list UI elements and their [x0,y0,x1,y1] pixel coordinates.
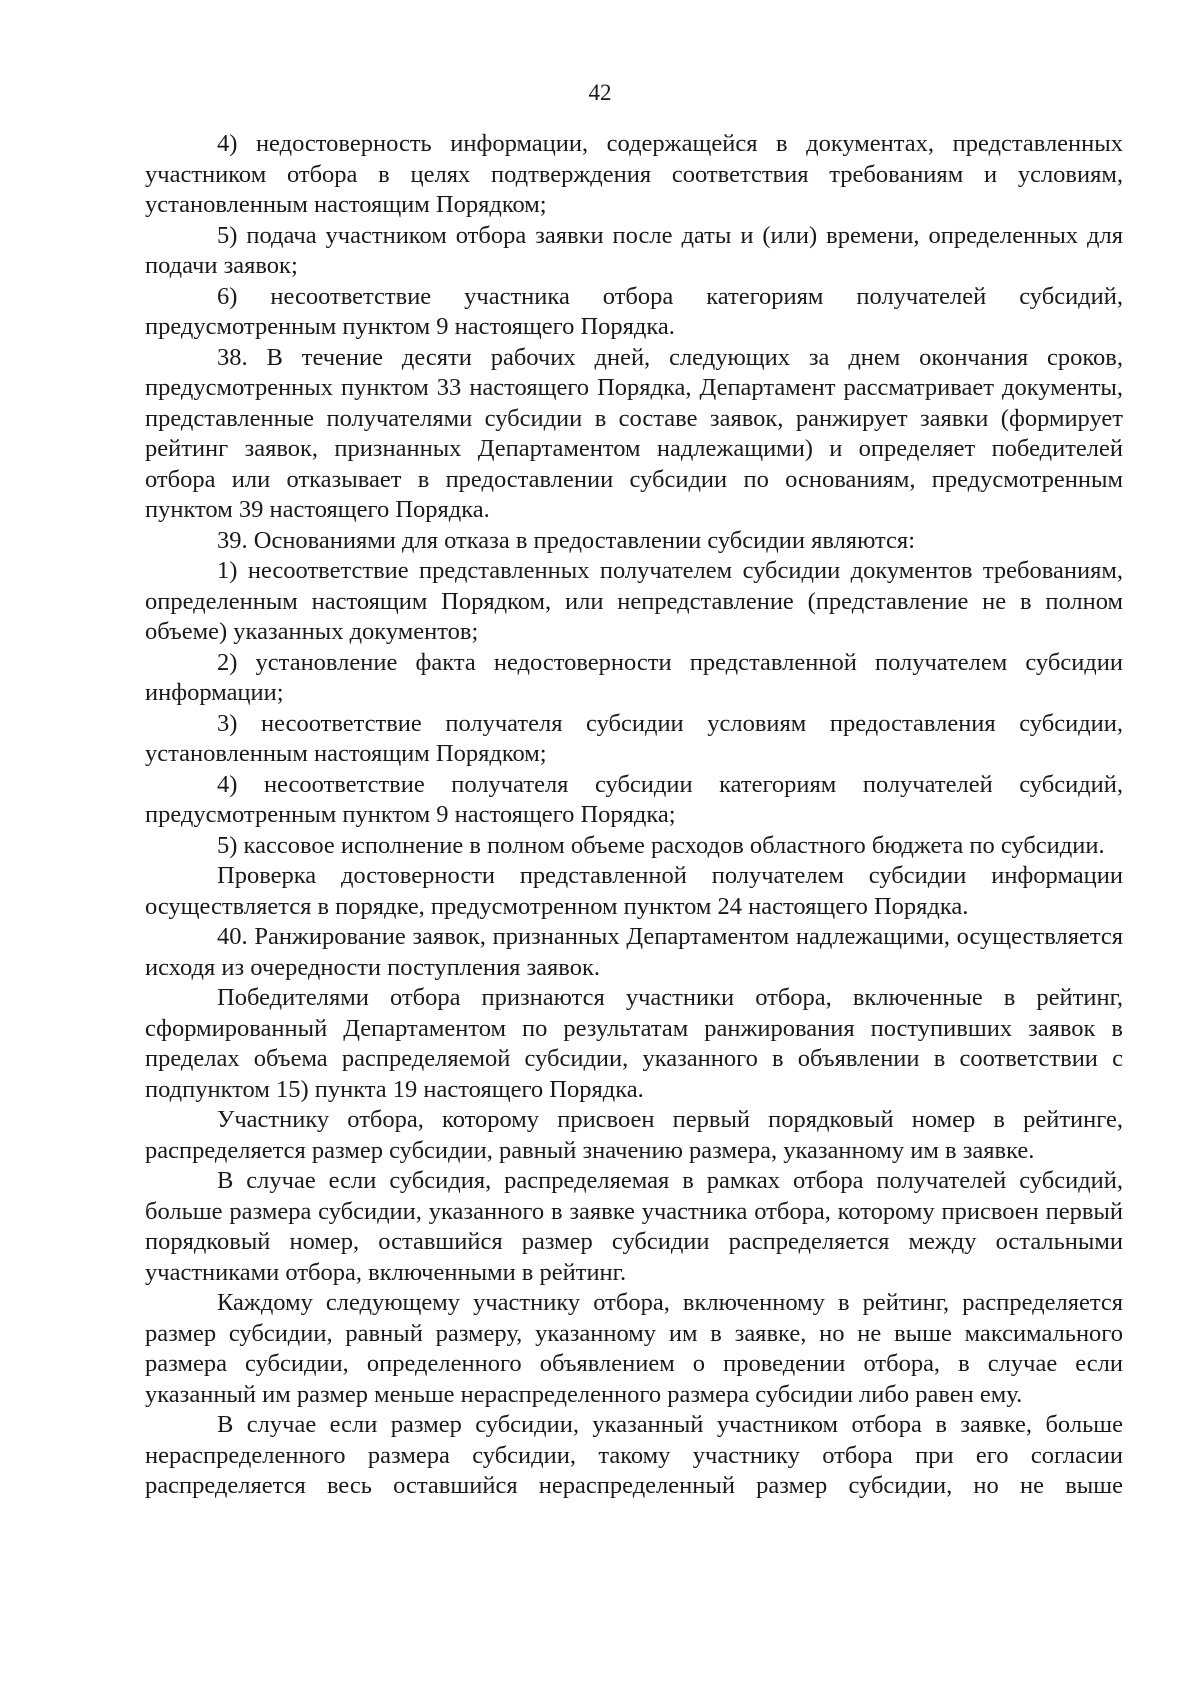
paragraph-winners: Победителями отбора признаются участники отбора, включенные в рейтинг, сформированный Департаментом по результатам ранжирования поступивших заявок в пределах объема распределяемой субсидии, указанного в объявлении в соответствии с подпунктом 15) пункта 19 настоящего Порядка. [145,984,1123,1103]
paragraph-item-6: 6) несоответствие участника отбора категориям получателей субсидий, предусмотренным пунктом 9 настоящего Порядка. [145,282,1123,340]
paragraph-clause-40: 40. Ранжирование заявок, признанных Департаментом надлежащими, осуществляется исходя из очередности поступления заявок. [145,923,1123,981]
paragraph-remaining-distribution: В случае если субсидия, распределяемая в рамках отбора получателей субсидий, больше размера субсидии, указанного в заявке участника отбора, которому присвоен первый порядковый номер, оставшийся размер субсидии распределяется между остальными участниками отбора, включенными в рейтинг. [145,1167,1123,1286]
page-number: 42 [588,80,612,105]
paragraph-exceeding-amount: В случае если размер субсидии, указанный участником отбора в заявке, больше нераспределенного размера субсидии, такому участнику отбора при его согласии распределяется весь оставшийся нераспределенный размер субсидии, но не выше [145,1411,1123,1499]
paragraph-item-4: 4) недостоверность информации, содержащейся в документах, представленных участником отбора в целях подтверждения соответствия требованиям и условиям, установленным настоящим Порядком; [145,130,1123,218]
paragraph-ground-2: 2) установление факта недостоверности представленной получателем субсидии информации; [145,648,1123,706]
paragraph-ground-5: 5) кассовое исполнение в полном объеме расходов областного бюджета по субсидии. [217,831,1105,859]
document-body [145,129,1123,1502]
paragraph-clause-38: 38. В течение десяти рабочих дней, следующих за днем окончания сроков, предусмотренных пунктом 33 настоящего Порядка, Департамент рассматривает документы, представленные получателями субсидии в составе заявок, ранжирует заявки (формирует рейтинг заявок, признанных Департаментом надлежащими) и определяет победителей отбора или отказывает в предоставлении субсидии по основаниям, предусмотренным пунктом 39 настоящего Порядка. [145,343,1123,523]
paragraph-item-5: 5) подача участником отбора заявки после даты и (или) времени, определенных для подачи заявок; [145,221,1123,279]
paragraph-each-next-participant: Каждому следующему участнику отбора, включенному в рейтинг, распределяется размер субсидии, равный размеру, указанному им в заявке, но не выше максимального размера субсидии, определенного объявлением о проведении отбора, в случае если указанный им размер меньше нераспределенного размера субсидии либо равен ему. [145,1289,1123,1408]
paragraph-ground-4: 4) несоответствие получателя субсидии категориям получателей субсидий, предусмотренным пунктом 9 настоящего Порядка; [145,770,1123,828]
paragraph-clause-39: 39. Основаниями для отказа в предоставлении субсидии являются: [217,526,916,554]
paragraph-ground-1: 1) несоответствие представленных получателем субсидии документов требованиям, определенным настоящим Порядком, или непредставление (представление не в полном объеме) указанных документов; [145,557,1123,645]
paragraph-first-participant: Участнику отбора, которому присвоен первый порядковый номер в рейтинге, распределяется размер субсидии, равный значению размера, указанному им в заявке. [145,1106,1123,1164]
paragraph-ground-3: 3) несоответствие получателя субсидии условиям предоставления субсидии, установленным настоящим Порядком; [145,709,1123,767]
paragraph-verification: Проверка достоверности представленной получателем субсидии информации осуществляется в порядке, предусмотренном пунктом 24 настоящего Порядка. [145,862,1123,920]
